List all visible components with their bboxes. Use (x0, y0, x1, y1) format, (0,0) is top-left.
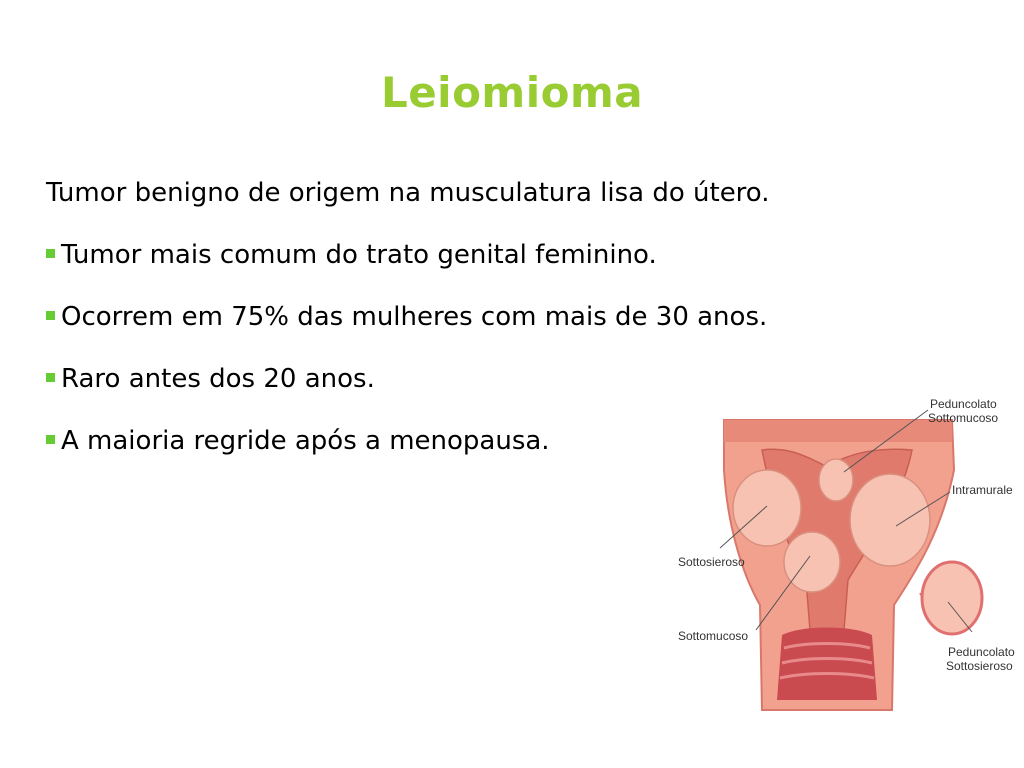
intro-text: Tumor benigno de origem na musculatura lisa do útero. (46, 178, 770, 208)
square-bullet-icon (46, 373, 55, 382)
uterus-fibroid-illustration (672, 380, 1024, 715)
bullet-item (46, 302, 770, 332)
bullet-item (46, 240, 770, 270)
uterus-diagram-icon (672, 380, 1024, 715)
slide-body (46, 178, 770, 488)
label-pedunculated-subserosal-2: Sottosieroso (946, 659, 1013, 673)
label-pedunculated-submucous-1: Peduncolato (930, 397, 997, 411)
bullet-text: A maioria regride após a menopausa. (61, 426, 550, 456)
intro-line (46, 178, 770, 208)
square-bullet-icon (46, 249, 55, 258)
label-intramural: Intramurale (952, 483, 1013, 497)
bullet-item (46, 426, 770, 456)
bullet-text: Ocorrem em 75% das mulheres com mais de 30 anos. (61, 302, 768, 332)
slide-title: Leiomioma (380, 68, 644, 117)
square-bullet-icon (46, 435, 55, 444)
bullet-text: Tumor mais comum do trato genital feminino. (61, 240, 657, 270)
bullet-text: Raro antes dos 20 anos. (61, 364, 375, 394)
label-pedunculated-subserosal-1: Peduncolato (948, 645, 1015, 659)
label-submucous: Sottomucoso (678, 629, 749, 643)
label-pedunculated-submucous-2: Sottomucoso (928, 411, 999, 425)
label-subserosal: Sottosieroso (678, 555, 745, 569)
bullet-item (46, 364, 770, 394)
square-bullet-icon (46, 311, 55, 320)
